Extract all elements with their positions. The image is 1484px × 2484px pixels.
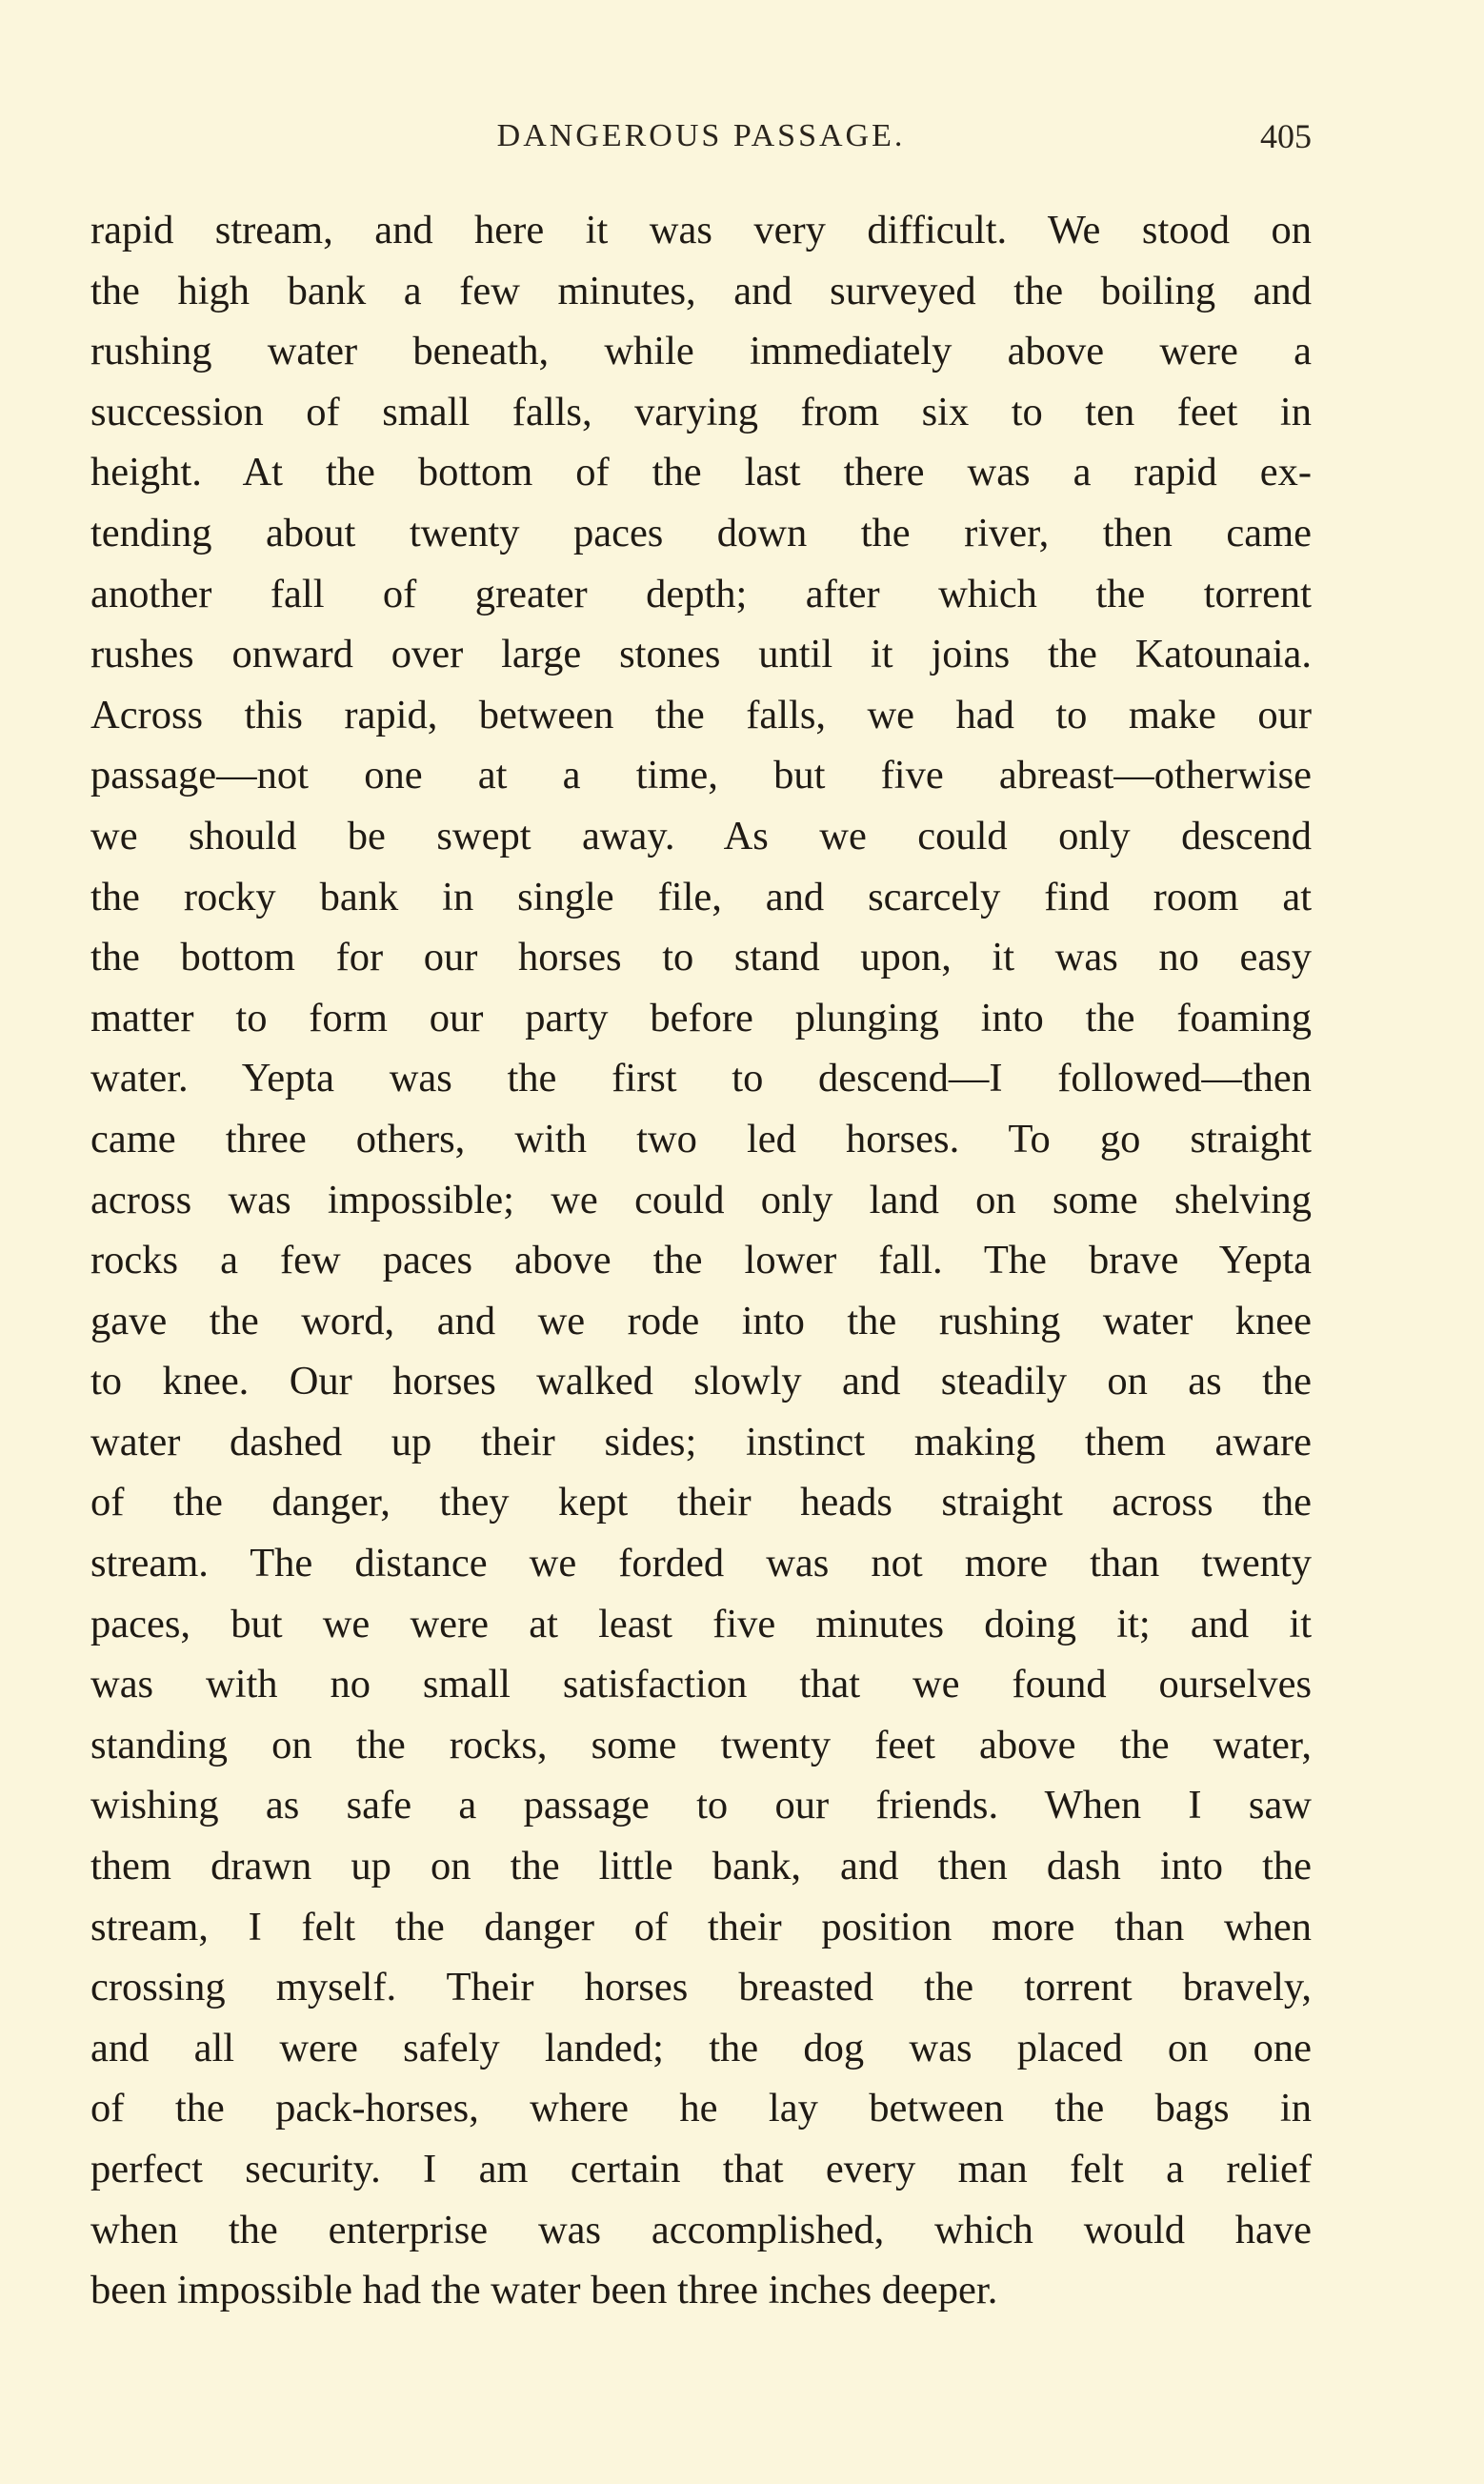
text-line: of the danger, they kept their heads straight across the [90, 1480, 1312, 1525]
text-line: stream. The distance we forded was not more than twenty [90, 1541, 1312, 1586]
page-number: 405 [1260, 117, 1312, 155]
text-line: another fall of greater depth; after which the torrent [90, 571, 1312, 616]
text-line: we should be swept away. As we could only descend [90, 813, 1312, 858]
text-line: rocks a few paces above the lower fall. The brave Yepta [90, 1238, 1312, 1283]
text-line: rapid stream, and here it was very difficult. We stood on [90, 208, 1312, 252]
text-line: rushes onward over large stones until it joins the Katounaia. [90, 632, 1312, 677]
text-line: across was impossible; we could only land on some shelving [90, 1177, 1312, 1222]
text-line: gave the word, and we rode into the rushing water knee [90, 1298, 1312, 1343]
text-line: the rocky bank in single file, and scarcely find room at [90, 874, 1312, 919]
text-line: water. Yepta was the first to descend—I followed—then [90, 1056, 1312, 1101]
text-line: tending about twenty paces down the river, then came [90, 510, 1312, 555]
text-line: of the pack-horses, where he lay between the bags in [90, 2086, 1312, 2131]
text-line: standing on the rocks, some twenty feet above the water, [90, 1722, 1312, 1767]
chapter-heading: DANGEROUS PASSAGE. [496, 118, 906, 153]
text-line: succession of small falls, varying from six to ten feet in [90, 389, 1312, 434]
text-line: and all were safely landed; the dog was placed on one [90, 2025, 1312, 2070]
text-line: the high bank a few minutes, and surveyed the boiling and [90, 268, 1312, 313]
text-line: the bottom for our horses to stand upon, it was no easy [90, 935, 1312, 980]
text-line: Across this rapid, between the falls, we had to make our [90, 692, 1312, 737]
text-line: came three others, with two led horses. To go straight [90, 1116, 1312, 1161]
text-line: water dashed up their sides; instinct making them aware [90, 1419, 1312, 1464]
text-line: been impossible had the water been three inches deeper. [90, 2268, 998, 2313]
text-line: paces, but we were at least five minutes doing it; and it [90, 1601, 1312, 1646]
text-line: wishing as safe a passage to our friends. When I saw [90, 1783, 1312, 1828]
text-line: crossing myself. Their horses breasted the torrent bravely, [90, 1965, 1312, 2010]
text-line: matter to form our party before plunging into the foaming [90, 995, 1312, 1040]
text-line: rushing water beneath, while immediately above were a [90, 329, 1312, 374]
running-head [90, 112, 1312, 160]
text-line: perfect security. I am certain that every man felt a relief [90, 2147, 1312, 2191]
text-line: passage—not one at a time, but five abreast—otherwise [90, 753, 1312, 798]
text-line: was with no small satisfaction that we found ourselves [90, 1662, 1312, 1707]
text-line: to knee. Our horses walked slowly and steadily on as the [90, 1359, 1312, 1404]
body-paragraph [90, 200, 1312, 2321]
text-line: height. At the bottom of the last there was a rapid ex- [90, 450, 1312, 495]
text-line: them drawn up on the little bank, and then dash into the [90, 1844, 1312, 1889]
text-line: stream, I felt the danger of their position more than when [90, 1904, 1312, 1949]
text-line: when the enterprise was accomplished, which would have [90, 2207, 1312, 2252]
